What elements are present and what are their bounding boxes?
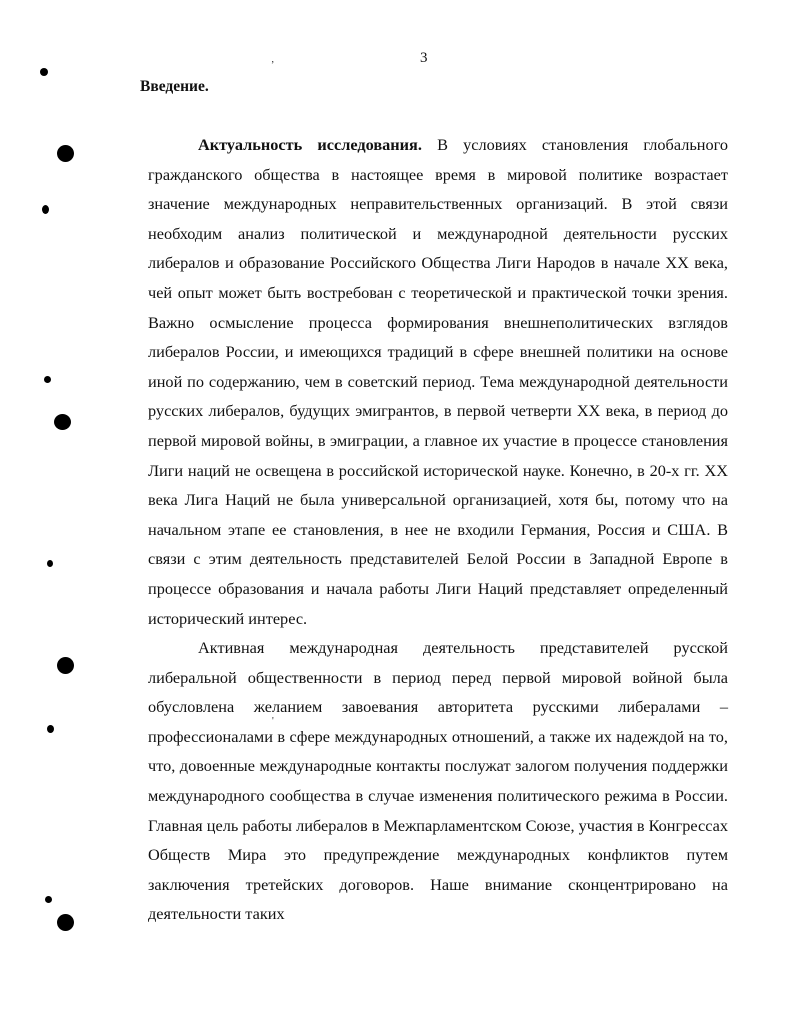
punch-hole-mark — [45, 896, 52, 903]
paragraph-activity — [148, 633, 728, 929]
punch-hole-mark — [47, 725, 54, 733]
page-number: 3 — [420, 50, 428, 66]
punch-hole-mark — [47, 560, 53, 567]
body-text — [148, 130, 728, 929]
punch-hole-mark — [44, 376, 51, 383]
paragraph-relevance — [148, 130, 728, 633]
paragraph-text: Активная международная деятельность представителей русской либеральной общественности в период перед первой мировой войной была обусловлена желанием завоевания авторитета русскими либералами – профессионалами в сфере международных отношений, а также их надеждой на то, что, довоенные международные контакты послужат залогом получения поддержки международного сообщества в случае изменения политического режима в России. Главная цель работы либералов в Межпарламентском Союзе, участия в Конгрессах Обществ Мира это предупреждение международных конфликтов путем заключения третейских договоров. Наше внимание сконцентрировано на деятельности таких — [148, 638, 728, 924]
punch-hole-mark — [57, 145, 74, 162]
scan-speck: ' — [272, 716, 274, 727]
punch-hole-mark — [42, 205, 49, 214]
scan-speck: ‚ — [271, 54, 275, 65]
punch-hole-mark — [54, 414, 71, 430]
punch-hole-mark — [57, 657, 74, 674]
punch-hole-mark — [40, 68, 48, 76]
punch-hole-mark — [57, 914, 74, 931]
section-heading: Введение. — [140, 78, 209, 95]
paragraph-lead: Актуальность исследования. — [198, 135, 422, 154]
paragraph-text: В условиях становления глобального гражданского общества в настоящее время в мировой политике возрастает значение международных неправительственных организаций. В этой связи необходим анализ политической и международной деятельности русских либералов и образование Российского Общества Лиги Народов в начале XX века, чей опыт может быть востребован с теоретической и практической точки зрения. Важно осмысление процесса формирования внешнеполитических взглядов либералов России, и имеющихся традиций в сфере внешней политики на основе иной по содержанию, чем в советский период. Тема международной деятельности русских либералов, будущих эмигрантов, в первой четверти XX века, в период до первой мировой войны, в эмиграции, а главное их участие в процессе становления Лиги наций не освещена в российской исторической науке. Конечно, в 20-х гг. XX века Лига Наций не была универсальной организацией, хотя бы, потому что на начальном этапе ее становления, в нее не входили Германия, Россия и США. В связи с этим деятельность представителей Белой России в Западной Европе в процессе образования и начала работы Лиги Наций представляет определенный исторический интерес. — [148, 135, 729, 628]
